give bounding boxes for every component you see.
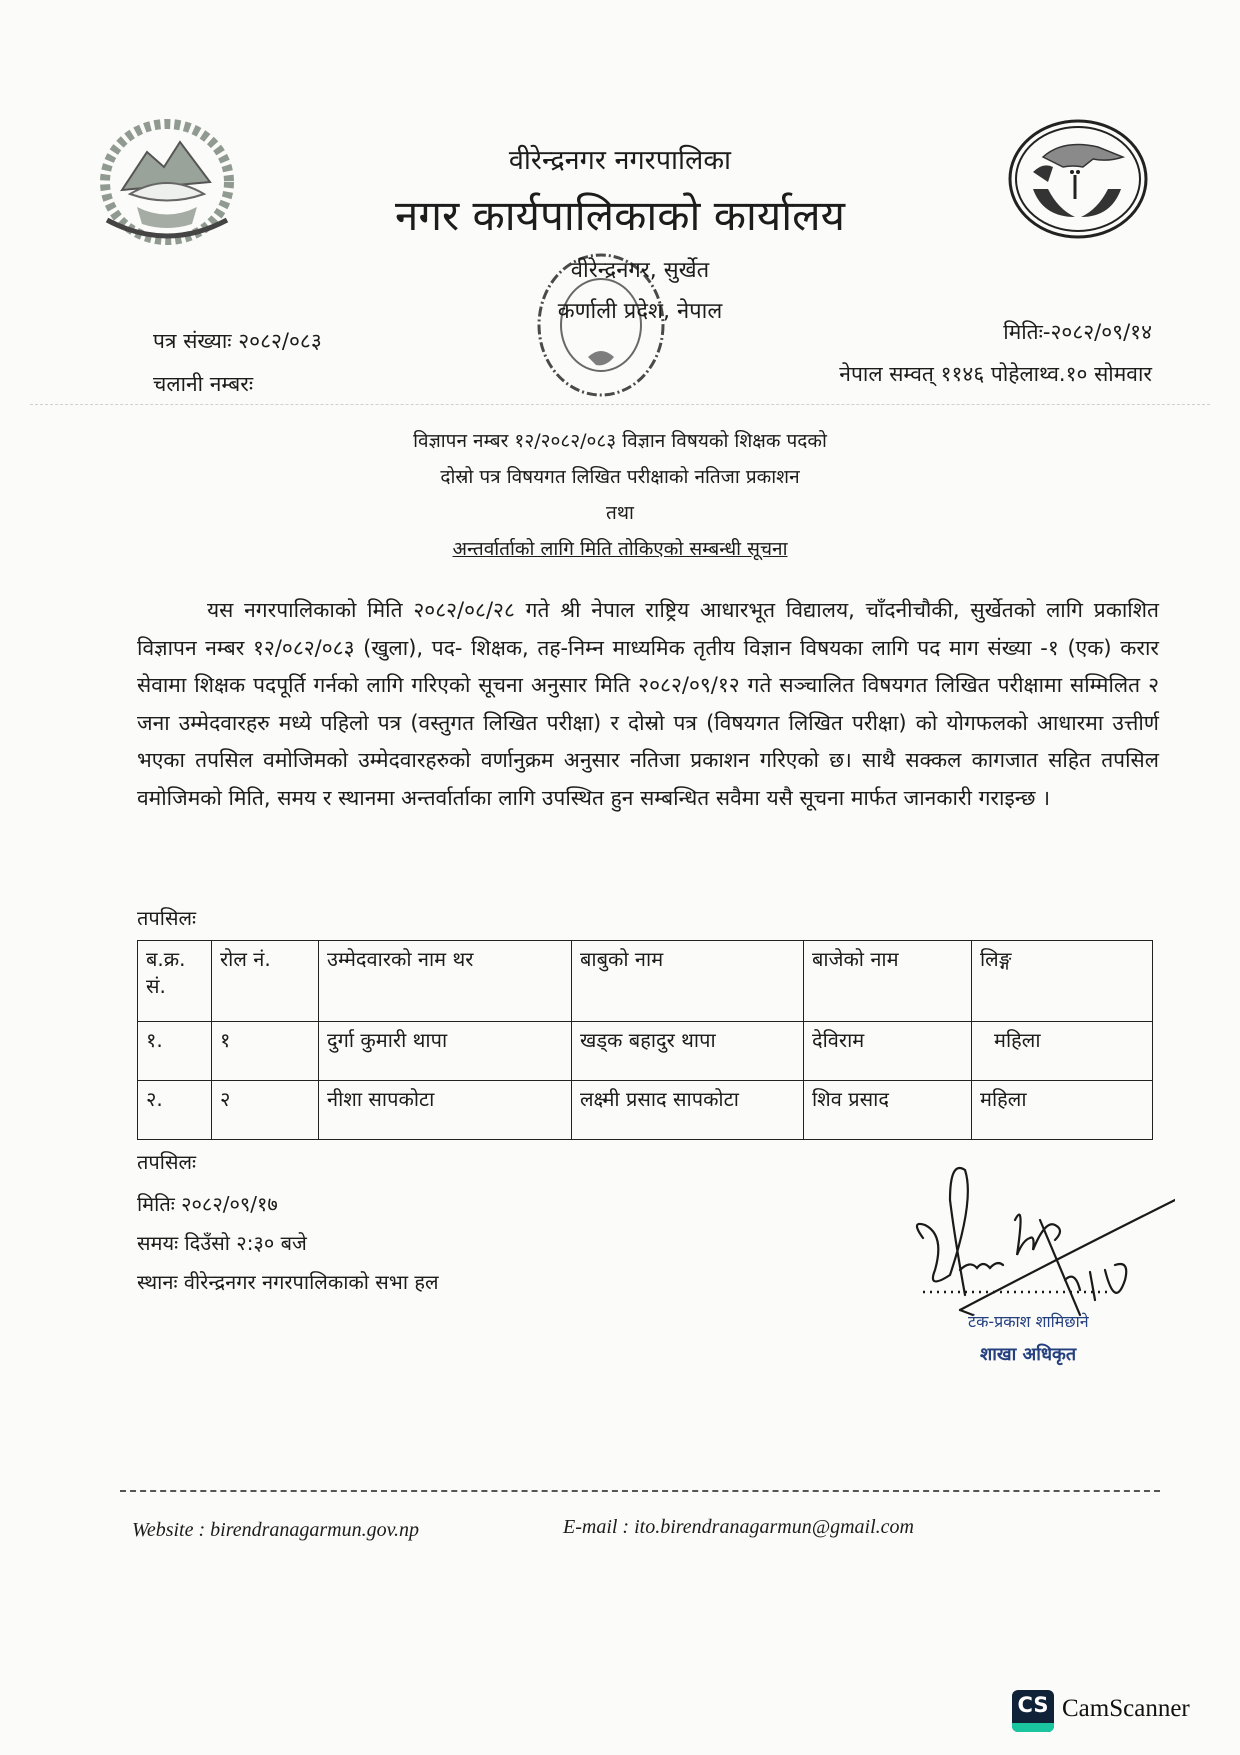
- cell-roll: १: [212, 1022, 319, 1081]
- interview-time: समयः दिउँसो २:३० बजे: [137, 1231, 307, 1255]
- address-line-2: कर्णाली प्रदेश, नेपाल: [557, 299, 723, 324]
- cell-grandfather: देविराम: [804, 1022, 972, 1081]
- cell-serial: १.: [138, 1022, 212, 1081]
- signature-icon: [905, 1160, 1175, 1330]
- interview-date: मितिः २०८२/०९/१७: [137, 1192, 278, 1216]
- col-header-gender: लिङ्ग: [972, 941, 1153, 1022]
- signatory-title: शाखा अधिकृत: [980, 1344, 1077, 1365]
- signatory-name: टंक-प्रकाश शामिछाने: [968, 1312, 1089, 1331]
- date-label: मितिः-: [1003, 320, 1051, 344]
- camscanner-logo-icon: [1012, 1690, 1054, 1732]
- interview-place: स्थानः वीरेन्द्रनगर नगरपालिकाको सभा हल: [137, 1270, 439, 1294]
- cell-serial: २.: [138, 1081, 212, 1140]
- footer-website: Website : birendranagarmun.gov.np: [132, 1519, 420, 1541]
- dispatch-number-label: चलानी नम्बरः: [153, 372, 254, 396]
- cell-father: लक्ष्मी प्रसाद सापकोटा: [572, 1081, 804, 1140]
- cell-roll: २: [212, 1081, 319, 1140]
- office-name: नगर कार्यपालिकाको कार्यालय: [395, 191, 845, 240]
- subject-line-1: विज्ञापन नम्बर १२/२०८२/०८३ विज्ञान विषयको शिक्षक पदको: [413, 430, 827, 452]
- subject-line-3: तथा: [606, 502, 634, 524]
- cell-grandfather: शिव प्रसाद: [804, 1081, 972, 1140]
- notice-body: यस नगरपालिकाको मिति २०८२/०८/२८ गते श्री नेपाल राष्ट्रिय आधारभूत विद्यालय, चाँदनीचौकी, सुर्खेतको लागि प्रकाशित विज्ञापन नम्बर १२/०८२/०८३ (खुला), पद- शिक्षक, तह-निम्न माध्यमिक तृतीय विज्ञान विषयका लागि पद माग संख्या -१ (एक) करार सेवामा शिक्षक पदपूर्ति गर्नको लागि गरिएको सूचना अनुसार मिति २०८२/०९/१२ गते सञ्चालित विषयगत लिखित परीक्षामा सम्मिलित २ जना उम्मेदवारहरु मध्ये पहिलो पत्र (वस्तुगत लिखित परीक्षा) र दोस्रो पत्र (विषयगत लिखित परीक्षा) को योगफलको आधारमा उत्तीर्ण भएका तपसिल वमोजिमको उम्मेदवारहरुको वर्णानुक्रम अनुसार नतिजा प्रकाशन गरिएको छ। साथै सक्कल कागजात सहित तपसिल वमोजिमको मिति, समय र स्थानमा अन्तर्वार्ताका लागि उपस्थित हुन सम्बन्धित सवैमा यसै सूचना मार्फत जानकारी गराइन्छ ।: [137, 598, 1159, 810]
- cell-gender: महिला: [972, 1022, 1153, 1081]
- col-header-candidate: उम्मेदवारको नाम थर: [319, 941, 572, 1022]
- camscanner-logo-accent: [1012, 1723, 1054, 1732]
- results-label: तपसिलः: [137, 906, 197, 930]
- interview-label: तपसिलः: [137, 1150, 197, 1174]
- letter-number-value: २०८२/०८३: [238, 329, 322, 353]
- municipality-name: वीरेन्द्रनगर नगरपालिका: [508, 145, 732, 176]
- footer-email: E-mail : ito.birendranagarmun@gmail.com: [563, 1516, 914, 1538]
- table-row: [138, 1081, 1153, 1140]
- subject-line-2: दोस्रो पत्र विषयगत लिखित परीक्षाको नतिजा प्रकाशन: [440, 466, 800, 488]
- camscanner-logo-text: CS: [1017, 1693, 1049, 1717]
- cell-candidate: दुर्गा कुमारी थापा: [319, 1022, 572, 1081]
- date-value: २०८२/०९/१४: [1050, 320, 1152, 344]
- cell-gender: महिला: [972, 1081, 1153, 1140]
- cell-father: खड्क बहादुर थापा: [572, 1022, 804, 1081]
- subject-heading: अन्तर्वार्ताको लागि मिति तोकिएको सम्बन्धी सूचना: [452, 538, 788, 560]
- col-header-father: बाबुको नाम: [572, 941, 804, 1022]
- cell-candidate: नीशा सापकोटा: [319, 1081, 572, 1140]
- camscanner-name: CamScanner: [1062, 1695, 1190, 1722]
- col-header-roll: रोल नं.: [212, 941, 319, 1022]
- col-header-grandfather: बाजेको नाम: [804, 941, 972, 1022]
- table-row: [138, 1022, 1153, 1081]
- letter-number: [153, 327, 322, 355]
- nepal-samvat-date: नेपाल सम्वत् ११४६ पोहेलाथ्व.१० सोमवार: [839, 362, 1152, 386]
- footer-divider: [120, 1490, 1160, 1492]
- address-line-1: वीरेन्द्रनगर, सुर्खेत: [570, 258, 710, 283]
- col-header-serial: ब.क्र. सं.: [138, 941, 212, 1022]
- results-table: [137, 940, 1153, 1140]
- letter-number-label: पत्र संख्याः: [153, 329, 232, 353]
- table-header-row: [138, 941, 1153, 1022]
